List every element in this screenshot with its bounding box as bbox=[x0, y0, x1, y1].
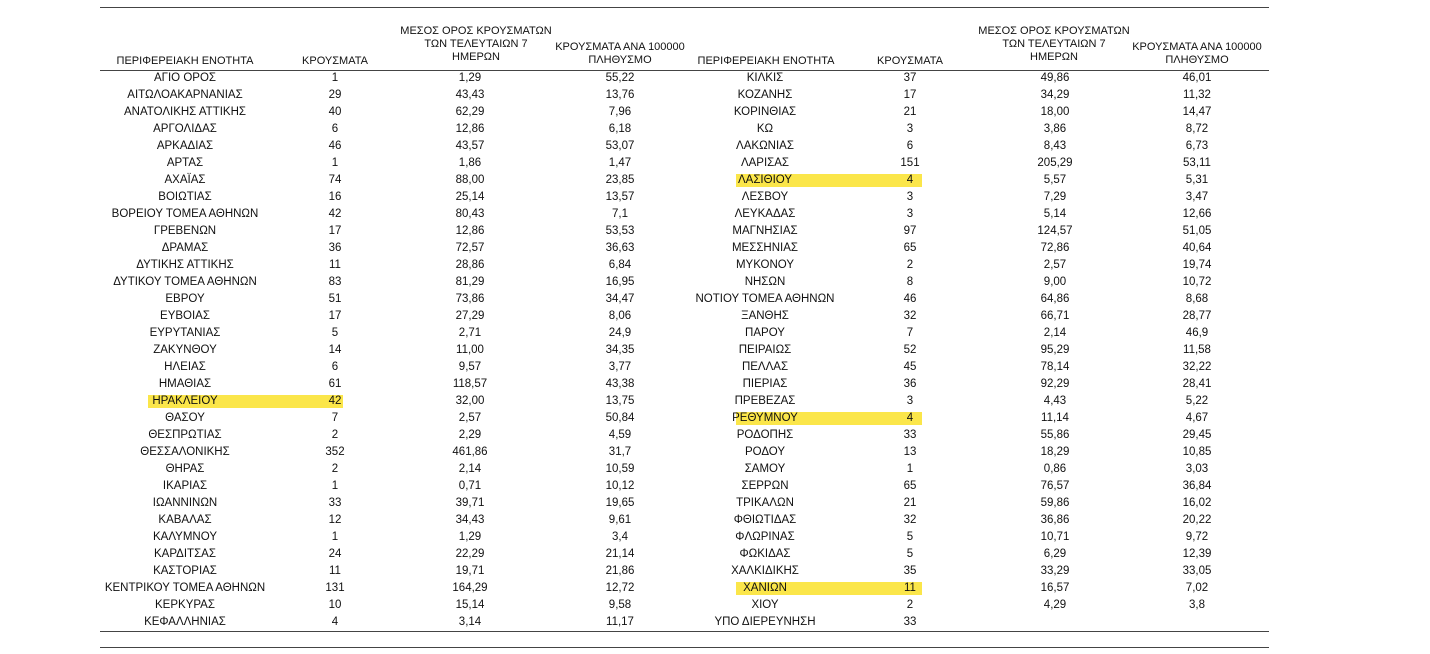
cell-cases: 352 bbox=[325, 446, 345, 458]
cell-region: ΘΕΣΠΡΩΤΙΑΣ bbox=[148, 429, 222, 441]
cell-avg7: 27,29 bbox=[455, 310, 485, 322]
cell-avg7: 28,86 bbox=[455, 259, 485, 271]
cell-cases: 32 bbox=[903, 310, 917, 322]
cell-cases: 2 bbox=[906, 599, 914, 611]
cell-region: ΧΑΛΚΙΔΙΚΗΣ bbox=[731, 565, 799, 577]
cell-per100k: 5,22 bbox=[1185, 395, 1209, 407]
cell-per100k: 11,58 bbox=[1183, 344, 1211, 356]
cell-region: ΥΠΟ ΔΙΕΡΕΥΝΗΣΗ bbox=[714, 616, 816, 628]
cell-cases: 65 bbox=[903, 242, 917, 254]
right-header-region bbox=[681, 55, 851, 68]
cell-per100k: 3,4 bbox=[612, 531, 628, 543]
cell-avg7: 10,71 bbox=[1040, 531, 1070, 543]
cell-avg7: 15,14 bbox=[455, 599, 485, 611]
cell-per100k: 53,53 bbox=[605, 225, 635, 237]
cell-per100k: 3,8 bbox=[1189, 599, 1205, 611]
cell-region: ΔΥΤΙΚΟΥ ΤΟΜΕΑ ΑΘΗΝΩΝ bbox=[113, 276, 257, 288]
cell-avg7: 5,14 bbox=[1043, 208, 1067, 220]
right-header-per100k bbox=[1122, 41, 1272, 67]
cell-avg7: 39,71 bbox=[455, 497, 485, 509]
cell-avg7: 12,86 bbox=[455, 225, 485, 237]
cell-region: ΛΑΚΩΝΙΑΣ bbox=[736, 140, 794, 152]
cell-cases: 33 bbox=[903, 616, 917, 628]
cell-region: ΚΑΒΑΛΑΣ bbox=[158, 514, 212, 526]
cell-region: ΚΩ bbox=[756, 123, 774, 135]
cell-avg7: 1,29 bbox=[458, 72, 482, 84]
cell-avg7: 2,29 bbox=[458, 429, 482, 441]
bottom-rule bbox=[100, 631, 1269, 632]
cell-avg7: 73,86 bbox=[455, 293, 485, 305]
cell-region: ΛΕΥΚΑΔΑΣ bbox=[734, 208, 796, 220]
cell-avg7: 2,71 bbox=[458, 327, 482, 339]
cell-per100k: 12,39 bbox=[1182, 548, 1212, 560]
cell-avg7: 36,86 bbox=[1040, 514, 1070, 526]
cell-cases: 12 bbox=[328, 514, 342, 526]
header-per100k-line2: ΠΛΗΘΥΣΜΟ bbox=[588, 54, 652, 66]
cell-avg7: 7,29 bbox=[1043, 191, 1067, 203]
cell-region: ΡΟΔΟΥ bbox=[744, 446, 786, 458]
cell-cases: 83 bbox=[328, 276, 342, 288]
cell-per100k: 46,9 bbox=[1185, 327, 1209, 339]
cell-per100k: 36,84 bbox=[1182, 480, 1212, 492]
cell-avg7: 16,57 bbox=[1040, 582, 1070, 594]
cell-region: ΝΗΣΩΝ bbox=[744, 276, 786, 288]
cell-per100k: 7,96 bbox=[608, 106, 632, 118]
cell-avg7: 2,14 bbox=[1043, 327, 1067, 339]
cell-cases: 1 bbox=[331, 157, 339, 169]
cell-per100k: 12,66 bbox=[1182, 208, 1212, 220]
cell-per100k: 3,03 bbox=[1185, 463, 1209, 475]
cell-per100k: 8,72 bbox=[1185, 123, 1209, 135]
cell-avg7: 2,57 bbox=[1043, 259, 1067, 271]
cell-per100k: 33,05 bbox=[1182, 565, 1212, 577]
cell-region: ΣΕΡΡΩΝ bbox=[741, 480, 789, 492]
cell-region: ΚΑΡΔΙΤΣΑΣ bbox=[154, 548, 216, 560]
left-header-region bbox=[100, 55, 270, 68]
cell-per100k: 32,22 bbox=[1182, 361, 1212, 373]
cell-cases: 36 bbox=[328, 242, 342, 254]
cell-per100k: 6,18 bbox=[608, 123, 632, 135]
cell-avg7: 66,71 bbox=[1040, 310, 1070, 322]
cell-per100k: 9,72 bbox=[1185, 531, 1209, 543]
cell-region: ΧΙΟΥ bbox=[751, 599, 779, 611]
cell-cases: 21 bbox=[903, 497, 917, 509]
cell-avg7: 9,00 bbox=[1043, 276, 1067, 288]
cell-per100k: 53,07 bbox=[605, 140, 635, 152]
cell-cases: 6 bbox=[906, 140, 914, 152]
cell-cases: 42 bbox=[328, 395, 342, 407]
cell-avg7: 22,29 bbox=[455, 548, 485, 560]
cell-per100k: 16,95 bbox=[605, 276, 635, 288]
cell-per100k: 23,85 bbox=[605, 174, 635, 186]
header-cases-label: ΚΡΟΥΣΜΑΤΑ bbox=[877, 55, 943, 67]
header-cases-label: ΚΡΟΥΣΜΑΤΑ bbox=[302, 55, 368, 67]
cell-per100k: 53,11 bbox=[1183, 157, 1211, 169]
cell-avg7: 32,00 bbox=[455, 395, 485, 407]
cell-region: ΑΙΤΩΛΟΑΚΑΡΝΑΝΙΑΣ bbox=[127, 89, 243, 101]
cell-region: ΒΟΙΩΤΙΑΣ bbox=[158, 191, 212, 203]
cell-per100k: 7,02 bbox=[1185, 582, 1209, 594]
cell-region: ΡΕΘΥΜΝΟΥ bbox=[732, 412, 798, 424]
cell-region: ΝΟΤΙΟΥ ΤΟΜΕΑ ΑΘΗΝΩΝ bbox=[695, 293, 835, 305]
cell-per100k: 5,31 bbox=[1185, 174, 1209, 186]
cell-per100k: 6,73 bbox=[1185, 140, 1209, 152]
cell-avg7: 8,43 bbox=[1043, 140, 1067, 152]
cell-region: ΠΕΙΡΑΙΩΣ bbox=[738, 344, 792, 356]
cell-region: ΦΛΩΡΙΝΑΣ bbox=[735, 531, 795, 543]
cell-per100k: 34,35 bbox=[605, 344, 635, 356]
cell-region: ΗΡΑΚΛΕΙΟΥ bbox=[152, 395, 218, 407]
cell-avg7: 0,71 bbox=[458, 480, 482, 492]
cell-avg7: 164,29 bbox=[452, 582, 488, 594]
cell-per100k: 10,72 bbox=[1182, 276, 1212, 288]
cell-cases: 151 bbox=[900, 157, 920, 169]
cell-cases: 1 bbox=[331, 480, 339, 492]
cell-region: ΙΚΑΡΙΑΣ bbox=[162, 480, 208, 492]
cell-region: ΖΑΚΥΝΘΟΥ bbox=[153, 344, 217, 356]
cell-avg7: 11,00 bbox=[456, 344, 484, 356]
cell-region: ΕΒΡΟΥ bbox=[165, 293, 205, 305]
header-avg7-line1: ΜΕΣΟΣ ΟΡΟΣ ΚΡΟΥΣΜΑΤΩΝ bbox=[978, 25, 1130, 37]
cell-cases: 29 bbox=[328, 89, 342, 101]
cell-region: ΚΑΣΤΟΡΙΑΣ bbox=[153, 565, 217, 577]
cell-region: ΡΟΔΟΠΗΣ bbox=[736, 429, 794, 441]
cell-avg7: 2,14 bbox=[458, 463, 482, 475]
cell-region: ΘΕΣΣΑΛΟΝΙΚΗΣ bbox=[140, 446, 230, 458]
cell-per100k: 1,47 bbox=[608, 157, 632, 169]
cell-avg7: 49,86 bbox=[1040, 72, 1070, 84]
cell-cases: 2 bbox=[906, 259, 914, 271]
cell-avg7: 12,86 bbox=[455, 123, 485, 135]
cell-region: ΠΑΡΟΥ bbox=[745, 327, 785, 339]
cell-region: ΞΑΝΘΗΣ bbox=[741, 310, 789, 322]
cell-avg7: 3,86 bbox=[1043, 123, 1067, 135]
right-header-cases bbox=[865, 55, 955, 68]
cell-cases: 35 bbox=[903, 565, 917, 577]
cell-per100k: 51,05 bbox=[1182, 225, 1212, 237]
cell-region: ΚΕΡΚΥΡΑΣ bbox=[155, 599, 215, 611]
cell-avg7: 3,14 bbox=[458, 616, 482, 628]
cell-avg7: 5,57 bbox=[1043, 174, 1067, 186]
cell-region: ΠΡΕΒΕΖΑΣ bbox=[734, 395, 796, 407]
cell-avg7: 59,86 bbox=[1040, 497, 1070, 509]
cell-per100k: 29,45 bbox=[1182, 429, 1212, 441]
cell-per100k: 13,76 bbox=[605, 89, 635, 101]
cell-cases: 74 bbox=[328, 174, 342, 186]
cell-cases: 4 bbox=[906, 174, 914, 186]
cell-per100k: 11,17 bbox=[606, 616, 634, 628]
cell-region: ΑΡΤΑΣ bbox=[166, 157, 204, 169]
cell-region: ΧΑΝΙΩΝ bbox=[743, 582, 787, 594]
cell-per100k: 21,86 bbox=[605, 565, 635, 577]
header-per100k-line1: ΚΡΟΥΣΜΑΤΑ ΑΝΑ 100000 bbox=[1132, 41, 1262, 53]
cell-avg7: 34,29 bbox=[1040, 89, 1070, 101]
cell-per100k: 50,84 bbox=[605, 412, 635, 424]
cell-avg7: 205,29 bbox=[1037, 157, 1073, 169]
cell-cases: 33 bbox=[328, 497, 342, 509]
cell-cases: 97 bbox=[903, 225, 917, 237]
cell-avg7: 43,57 bbox=[455, 140, 485, 152]
cell-region: ΓΡΕΒΕΝΩΝ bbox=[153, 225, 217, 237]
cell-region: ΙΩΑΝΝΙΝΩΝ bbox=[152, 497, 218, 509]
cell-per100k: 10,59 bbox=[605, 463, 635, 475]
cell-per100k: 16,02 bbox=[1182, 497, 1212, 509]
cell-per100k: 31,7 bbox=[608, 446, 632, 458]
cell-cases: 3 bbox=[906, 395, 914, 407]
cell-avg7: 118,57 bbox=[452, 378, 488, 390]
header-avg7-line2: ΤΩΝ ΤΕΛΕΥΤΑΙΩΝ 7 bbox=[1002, 38, 1106, 50]
cell-cases: 42 bbox=[328, 208, 342, 220]
cell-per100k: 11,32 bbox=[1183, 89, 1211, 101]
cell-region: ΚΕΝΤΡΙΚΟΥ ΤΟΜΕΑ ΑΘΗΝΩΝ bbox=[104, 582, 266, 594]
cell-per100k: 34,47 bbox=[605, 293, 635, 305]
cell-avg7: 9,57 bbox=[458, 361, 482, 373]
cell-avg7: 88,00 bbox=[455, 174, 485, 186]
cell-region: ΗΛΕΙΑΣ bbox=[164, 361, 206, 373]
cell-cases: 16 bbox=[328, 191, 342, 203]
cell-per100k: 20,22 bbox=[1182, 514, 1212, 526]
cell-per100k: 36,63 bbox=[605, 242, 635, 254]
cell-region: ΑΡΓΟΛΙΔΑΣ bbox=[153, 123, 217, 135]
cell-region: ΦΩΚΙΔΑΣ bbox=[739, 548, 791, 560]
cell-per100k: 8,68 bbox=[1185, 293, 1209, 305]
cell-region: ΚΑΛΥΜΝΟΥ bbox=[153, 531, 217, 543]
cell-avg7: 81,29 bbox=[455, 276, 485, 288]
cell-per100k: 55,22 bbox=[605, 72, 635, 84]
cell-per100k: 24,9 bbox=[608, 327, 632, 339]
cell-region: ΤΡΙΚΑΛΩΝ bbox=[736, 497, 794, 509]
cell-region: ΚΕΦΑΛΛΗΝΙΑΣ bbox=[144, 616, 226, 628]
cell-region: ΣΑΜΟΥ bbox=[744, 463, 786, 475]
cell-region: ΕΥΡΥΤΑΝΙΑΣ bbox=[149, 327, 221, 339]
cell-avg7: 11,14 bbox=[1041, 412, 1069, 424]
cell-avg7: 4,29 bbox=[1043, 599, 1067, 611]
cell-region: ΠΕΛΛΑΣ bbox=[741, 361, 789, 373]
cell-cases: 36 bbox=[903, 378, 917, 390]
cell-cases: 6 bbox=[331, 123, 339, 135]
cell-cases: 13 bbox=[903, 446, 917, 458]
cell-region: ΜΥΚΟΝΟΥ bbox=[735, 259, 795, 271]
cell-region: ΚΟΡΙΝΘΙΑΣ bbox=[733, 106, 797, 118]
cell-region: ΠΙΕΡΙΑΣ bbox=[742, 378, 788, 390]
header-per100k-line2: ΠΛΗΘΥΣΜΟ bbox=[1165, 54, 1229, 66]
cell-region: ΦΘΙΩΤΙΔΑΣ bbox=[733, 514, 797, 526]
cell-cases: 46 bbox=[328, 140, 342, 152]
cell-avg7: 92,29 bbox=[1040, 378, 1070, 390]
cell-cases: 1 bbox=[906, 463, 914, 475]
cell-cases: 1 bbox=[331, 72, 339, 84]
cell-cases: 1 bbox=[331, 531, 339, 543]
cell-avg7: 461,86 bbox=[452, 446, 488, 458]
cell-per100k: 46,01 bbox=[1182, 72, 1212, 84]
cell-cases: 40 bbox=[328, 106, 342, 118]
cell-region: ΜΕΣΣΗΝΙΑΣ bbox=[731, 242, 799, 254]
cell-region: ΘΑΣΟΥ bbox=[165, 412, 205, 424]
cell-per100k: 6,84 bbox=[608, 259, 632, 271]
cell-per100k: 10,12 bbox=[605, 480, 635, 492]
header-avg7-line1: ΜΕΣΟΣ ΟΡΟΣ ΚΡΟΥΣΜΑΤΩΝ bbox=[400, 25, 552, 37]
cell-cases: 11 bbox=[329, 259, 341, 271]
cell-avg7: 18,00 bbox=[1040, 106, 1070, 118]
cell-per100k: 3,77 bbox=[608, 361, 632, 373]
cell-cases: 10 bbox=[328, 599, 342, 611]
cell-per100k: 40,64 bbox=[1182, 242, 1212, 254]
cell-cases: 14 bbox=[328, 344, 342, 356]
cell-cases: 17 bbox=[328, 310, 342, 322]
cell-region: ΘΗΡΑΣ bbox=[165, 463, 205, 475]
cell-cases: 4 bbox=[906, 412, 914, 424]
cell-avg7: 95,29 bbox=[1040, 344, 1070, 356]
cell-cases: 32 bbox=[903, 514, 917, 526]
cell-avg7: 34,43 bbox=[455, 514, 485, 526]
cell-avg7: 2,57 bbox=[458, 412, 482, 424]
cell-cases: 2 bbox=[331, 463, 339, 475]
cell-avg7: 4,43 bbox=[1043, 395, 1067, 407]
cell-cases: 131 bbox=[325, 582, 345, 594]
cell-avg7: 43,43 bbox=[455, 89, 485, 101]
left-header-cases bbox=[290, 55, 380, 68]
cell-cases: 37 bbox=[903, 72, 917, 84]
left-header-per100k bbox=[545, 41, 695, 67]
cell-avg7: 1,29 bbox=[458, 531, 482, 543]
cell-region: ΑΧΑΪΑΣ bbox=[164, 174, 206, 186]
cell-per100k: 8,06 bbox=[608, 310, 632, 322]
footer-rule bbox=[100, 647, 1269, 648]
header-region-label: ΠΕΡΙΦΕΡΕΙΑΚΗ ΕΝΟΤΗΤΑ bbox=[116, 55, 254, 67]
cell-per100k: 4,59 bbox=[608, 429, 632, 441]
cell-cases: 2 bbox=[331, 429, 339, 441]
cell-cases: 11 bbox=[904, 582, 916, 594]
cell-cases: 8 bbox=[906, 276, 914, 288]
cell-region: ΜΑΓΝΗΣΙΑΣ bbox=[732, 225, 798, 237]
cell-cases: 5 bbox=[331, 327, 339, 339]
cell-cases: 7 bbox=[906, 327, 914, 339]
cell-per100k: 3,47 bbox=[1185, 191, 1209, 203]
header-region-label: ΠΕΡΙΦΕΡΕΙΑΚΗ ΕΝΟΤΗΤΑ bbox=[697, 55, 835, 67]
cell-avg7: 18,29 bbox=[1040, 446, 1070, 458]
cell-per100k: 12,72 bbox=[605, 582, 635, 594]
cell-cases: 7 bbox=[331, 412, 339, 424]
cell-cases: 3 bbox=[906, 208, 914, 220]
cell-region: ΕΥΒΟΙΑΣ bbox=[160, 310, 210, 322]
cell-per100k: 13,57 bbox=[605, 191, 635, 203]
cell-per100k: 21,14 bbox=[605, 548, 635, 560]
cell-cases: 65 bbox=[903, 480, 917, 492]
cell-region: ΛΕΣΒΟΥ bbox=[741, 191, 789, 203]
cell-cases: 5 bbox=[906, 531, 914, 543]
cell-cases: 5 bbox=[906, 548, 914, 560]
cell-avg7: 124,57 bbox=[1037, 225, 1073, 237]
cell-region: ΛΑΡΙΣΑΣ bbox=[740, 157, 790, 169]
cell-cases: 33 bbox=[903, 429, 917, 441]
cell-per100k: 43,38 bbox=[605, 378, 635, 390]
cell-per100k: 13,75 bbox=[605, 395, 635, 407]
cell-region: ΑΡΚΑΔΙΑΣ bbox=[156, 140, 214, 152]
cell-region: ΔΡΑΜΑΣ bbox=[161, 242, 209, 254]
header-per100k-line1: ΚΡΟΥΣΜΑΤΑ ΑΝΑ 100000 bbox=[555, 41, 685, 53]
cell-avg7: 1,86 bbox=[458, 157, 482, 169]
cell-avg7: 6,29 bbox=[1043, 548, 1067, 560]
cell-avg7: 0,86 bbox=[1043, 463, 1067, 475]
cell-cases: 4 bbox=[331, 616, 339, 628]
cell-per100k: 4,67 bbox=[1185, 412, 1209, 424]
cell-region: ΒΟΡΕΙΟΥ ΤΟΜΕΑ ΑΘΗΝΩΝ bbox=[111, 208, 259, 220]
cell-cases: 52 bbox=[903, 344, 917, 356]
right-header-avg7 bbox=[974, 25, 1134, 64]
cell-region: ΔΥΤΙΚΗΣ ΑΤΤΙΚΗΣ bbox=[136, 259, 234, 271]
cell-avg7: 72,86 bbox=[1040, 242, 1070, 254]
cell-region: ΑΓΙΟ ΟΡΟΣ bbox=[153, 72, 216, 84]
cell-per100k: 14,47 bbox=[1182, 106, 1212, 118]
cell-cases: 24 bbox=[328, 548, 342, 560]
cell-cases: 51 bbox=[328, 293, 342, 305]
cell-cases: 6 bbox=[331, 361, 339, 373]
header-avg7-line3: ΗΜΕΡΩΝ bbox=[452, 51, 500, 63]
cell-cases: 11 bbox=[329, 565, 341, 577]
cell-per100k: 19,65 bbox=[605, 497, 635, 509]
cell-cases: 46 bbox=[903, 293, 917, 305]
cell-per100k: 9,58 bbox=[608, 599, 632, 611]
cell-region: ΚΙΛΚΙΣ bbox=[746, 72, 784, 84]
cell-avg7: 19,71 bbox=[455, 565, 485, 577]
cell-region: ΑΝΑΤΟΛΙΚΗΣ ΑΤΤΙΚΗΣ bbox=[123, 106, 246, 118]
cell-region: ΚΟΖΑΝΗΣ bbox=[737, 89, 793, 101]
cell-cases: 3 bbox=[906, 123, 914, 135]
cell-cases: 17 bbox=[328, 225, 342, 237]
cell-avg7: 33,29 bbox=[1040, 565, 1070, 577]
cell-per100k: 9,61 bbox=[608, 514, 632, 526]
cell-per100k: 10,85 bbox=[1182, 446, 1212, 458]
cell-cases: 17 bbox=[903, 89, 917, 101]
header-avg7-line2: ΤΩΝ ΤΕΛΕΥΤΑΙΩΝ 7 bbox=[424, 38, 528, 50]
header-avg7-line3: ΗΜΕΡΩΝ bbox=[1030, 51, 1078, 63]
cell-per100k: 28,77 bbox=[1182, 310, 1212, 322]
cell-cases: 21 bbox=[903, 106, 917, 118]
cell-avg7: 25,14 bbox=[455, 191, 485, 203]
cell-cases: 45 bbox=[903, 361, 917, 373]
cell-avg7: 55,86 bbox=[1040, 429, 1070, 441]
cell-cases: 61 bbox=[328, 378, 342, 390]
cell-per100k: 19,74 bbox=[1182, 259, 1212, 271]
cell-per100k: 28,41 bbox=[1182, 378, 1212, 390]
cell-avg7: 80,43 bbox=[455, 208, 485, 220]
cell-avg7: 62,29 bbox=[455, 106, 485, 118]
cell-avg7: 72,57 bbox=[455, 242, 485, 254]
cell-per100k: 7,1 bbox=[612, 208, 628, 220]
cell-region: ΗΜΑΘΙΑΣ bbox=[158, 378, 212, 390]
cell-avg7: 76,57 bbox=[1040, 480, 1070, 492]
top-rule bbox=[100, 7, 1269, 8]
cell-cases: 3 bbox=[906, 191, 914, 203]
cell-avg7: 64,86 bbox=[1040, 293, 1070, 305]
cell-region: ΛΑΣΙΘΙΟΥ bbox=[737, 174, 793, 186]
cell-avg7: 78,14 bbox=[1040, 361, 1070, 373]
left-header-avg7 bbox=[396, 25, 556, 64]
